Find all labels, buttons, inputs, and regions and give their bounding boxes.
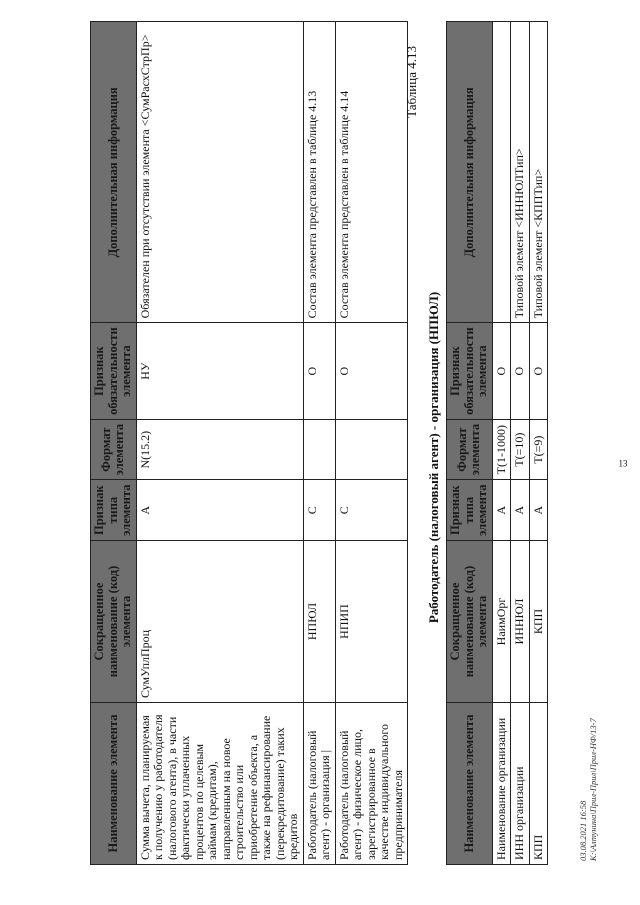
cell-code: НаимОрг bbox=[492, 541, 511, 703]
col-header-format: Формат элемента bbox=[447, 419, 493, 480]
cell-format: T(1-1000) bbox=[492, 419, 511, 480]
cell-info: Состав элемента представлен в таблице 4.13 bbox=[303, 22, 335, 323]
cell-name: ИНН организации bbox=[511, 703, 530, 865]
cell-name: Сумма вычета, планируемая к получению у работодателя (налогового агента), в части фактически уплаченных процентов по целевым займам (кредитам), направленным на новое строительство или приобретение объекта, а также на рефинансирование (перекредитование) таких кредитов bbox=[136, 703, 303, 865]
cell-type: С bbox=[335, 480, 408, 541]
cell-type: А bbox=[529, 480, 548, 541]
col-header-code: Сокращенное наименование (код) элемента bbox=[91, 541, 137, 703]
cell-name: КПП bbox=[529, 703, 548, 865]
footer-meta bbox=[578, 718, 598, 861]
elements-table-continued bbox=[90, 21, 408, 865]
table-row bbox=[511, 22, 530, 865]
cell-format: T(=9) bbox=[529, 419, 548, 480]
cell-code: НПИП bbox=[335, 541, 408, 703]
table-number-label: Таблица 4.13 bbox=[404, 46, 419, 118]
cell-required: О bbox=[335, 323, 408, 420]
cell-info: Обязателен при отсутствии элемента <СумРасхСтрПр> bbox=[136, 22, 303, 323]
col-header-info: Дополнительная информация bbox=[91, 22, 137, 323]
cell-info bbox=[492, 22, 511, 323]
cell-required: О bbox=[492, 323, 511, 420]
cell-name: Работодатель (налоговый агент) - организация | bbox=[303, 703, 335, 865]
cell-code: КПП bbox=[529, 541, 548, 703]
cell-required: НУ bbox=[136, 323, 303, 420]
cell-type: А bbox=[492, 480, 511, 541]
col-header-type: Признак типа элемента bbox=[91, 480, 137, 541]
table-row bbox=[303, 22, 335, 865]
page-number: 13 bbox=[618, 458, 628, 469]
cell-code: НПЮЛ bbox=[303, 541, 335, 703]
cell-format: N(15.2) bbox=[136, 419, 303, 480]
col-header-name: Наименование элемента bbox=[447, 703, 493, 865]
cell-required: О bbox=[529, 323, 548, 420]
cell-format bbox=[335, 419, 408, 480]
table-title: Работодатель (налоговый агент) - организация (НПЮЛ) bbox=[426, 291, 441, 624]
cell-type: А bbox=[511, 480, 530, 541]
cell-name: Работодатель (налоговый агент) - физическое лицо, зарегистрированное в качестве индивидуального предпринимателя bbox=[335, 703, 408, 865]
header-row bbox=[91, 22, 137, 865]
col-header-name: Наименование элемента bbox=[91, 703, 137, 865]
cell-required: О bbox=[511, 323, 530, 420]
col-header-format: Формат элемента bbox=[91, 419, 137, 480]
cell-code: СумУплПроц bbox=[136, 541, 303, 703]
cell-type: С bbox=[303, 480, 335, 541]
col-header-required: Признак обязательности элемента bbox=[91, 323, 137, 420]
cell-format bbox=[303, 419, 335, 480]
cell-format: T(=10) bbox=[511, 419, 530, 480]
header-row bbox=[447, 22, 493, 865]
cell-name: Наименование организации bbox=[492, 703, 511, 865]
table-row bbox=[136, 22, 303, 865]
footer-path: К:\Алтунина\Прил-Прил\Прил-НФ/13-7 bbox=[588, 718, 598, 861]
cell-info: Состав элемента представлен в таблице 4.14 bbox=[335, 22, 408, 323]
cell-type: А bbox=[136, 480, 303, 541]
cell-info: Типовой элемент <КППТип> bbox=[529, 22, 548, 323]
cell-code: ИННЮЛ bbox=[511, 541, 530, 703]
footer-date: 03.08.2021 16:58 bbox=[578, 800, 588, 861]
table-row bbox=[492, 22, 511, 865]
employer-organization-table bbox=[446, 21, 548, 865]
col-header-code: Сокращенное наименование (код) элемента bbox=[447, 541, 493, 703]
col-header-info: Дополнительная информация bbox=[447, 22, 493, 323]
col-header-type: Признак типа элемента bbox=[447, 480, 493, 541]
table-row bbox=[529, 22, 548, 865]
col-header-required: Признак обязательности элемента bbox=[447, 323, 493, 420]
table-row bbox=[335, 22, 408, 865]
cell-info: Типовой элемент <ИННЮЛТип> bbox=[511, 22, 530, 323]
cell-required: О bbox=[303, 323, 335, 420]
